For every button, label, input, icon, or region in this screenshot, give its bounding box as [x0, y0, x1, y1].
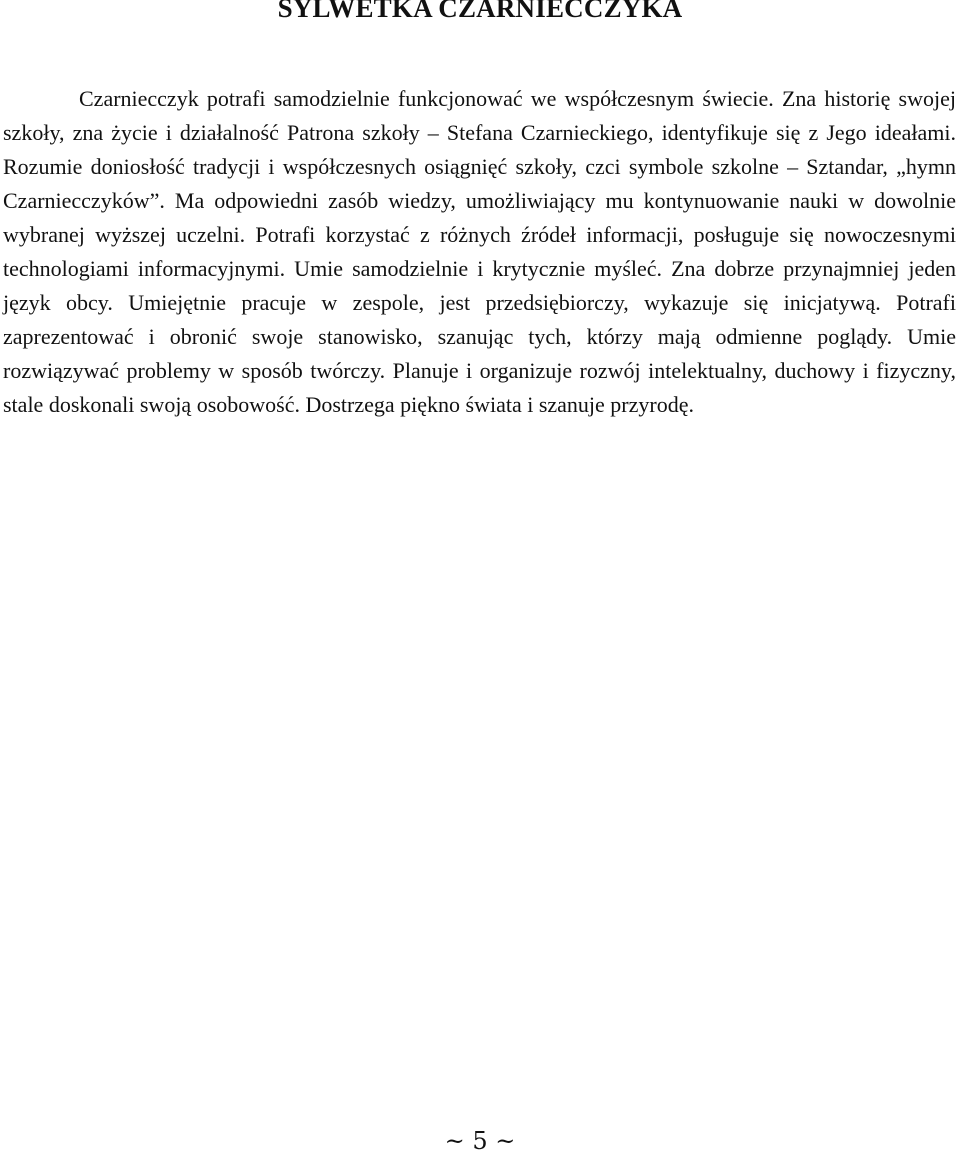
page-number: ~ 5 ~ [444, 1127, 516, 1155]
page-title: SYLWETKA CZARNIECCZYKA [277, 0, 683, 23]
body-paragraph: Czarniecczyk potrafi samodzielnie funkcjonować we współczesnym świecie. Zna historię swojej szkoły, zna życie i działalność Patrona szkoły – Stefana Czarnieckiego, identyfikuje się z Jego ideałami. Rozumie doniosłość tradycji i współczesnych osiągnięć szkoły, czci symbole szkolne – Sztandar, „hymn Czarniecczyków”. Ma odpowiedni zasób wiedzy, umożliwiający mu kontynuowanie nauki w dowolnie wybranej wyższej uczelni. Potrafi korzystać z różnych źródeł informacji, posługuje się nowoczesnymi technologiami informacyjnymi. Umie samodzielnie i krytycznie myśleć. Zna dobrze przynajmniej jeden język obcy. Umiejętnie pracuje w zespole, jest przedsiębiorczy, wykazuje się inicjatywą. Potrafi zaprezentować i obronić swoje stanowisko, szanując tych, którzy mają odmienne poglądy. Umie rozwiązywać problemy w sposób twórczy. Planuje i organizuje rozwój intelektualny, duchowy i fizyczny, stale doskonali swoją osobowość. Dostrzega piękno świata i szanuje przyrodę. [3, 86, 956, 417]
